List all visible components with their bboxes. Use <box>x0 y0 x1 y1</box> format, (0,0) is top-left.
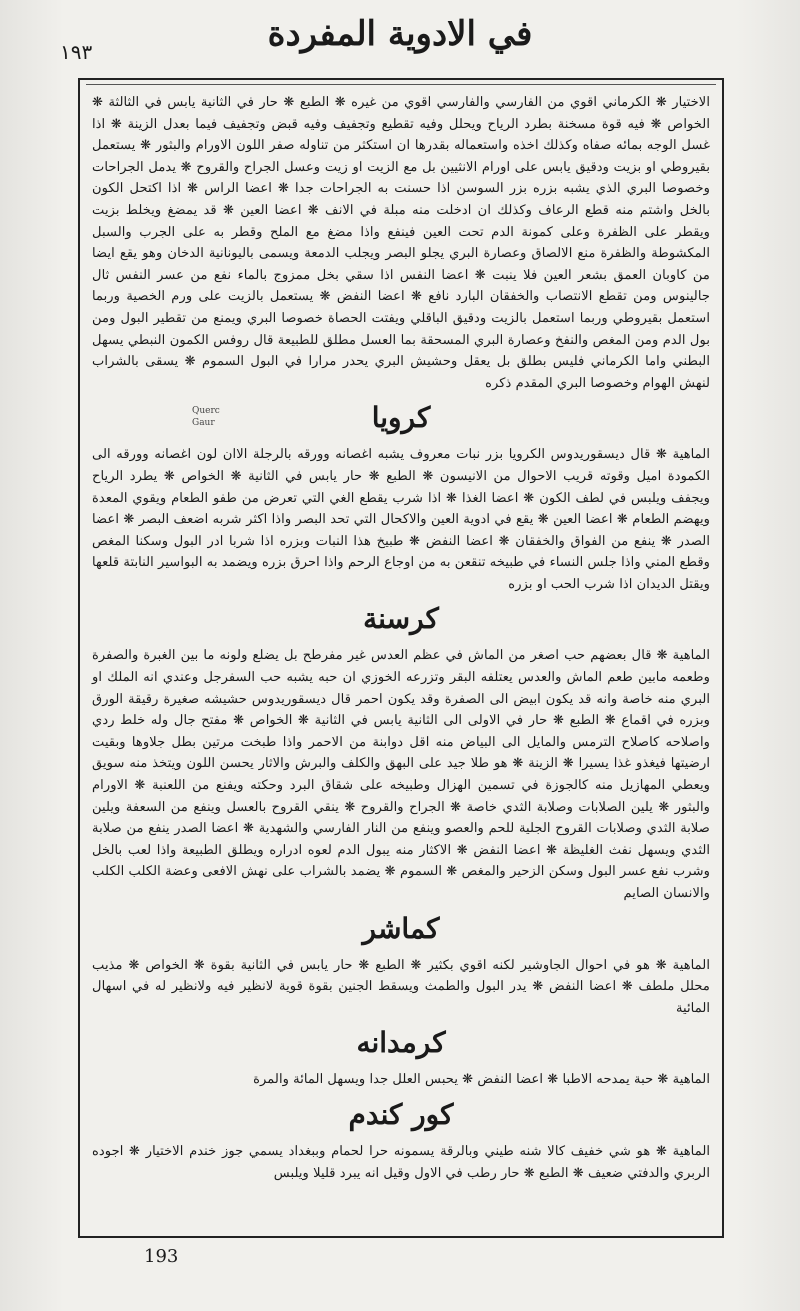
entry-text: الماهية ❋ قال بعضهم حب اصغر من الماش في عظم العدس غير مفرطح بل يضلع ولونه ما بين الغبرة والصفرة وطعمه مابين طعم الماش والعدس يعتلفه البقر وتزرعه الخوزي ان حبه يشبه حب السفرجل وعندي انه الملك او البري منه خاصة وانه قد يكون ابيض الى الصفرة وقد يكون احمر قال ديسقوريدوس حشيشه صغيرة رقيقة الورق وبزره في اقماع ❋ الطبع ❋ حار في الاولى الى الثانية يابس في الثانية ❋ الخواص ❋ مفتح جال وله خلط ردي واصلاحه كاصلاح الترمس والمايل الى البياض منه اقل دوابنة من الاحمر واذا طبخت مرتين بطل جلاوها وبقيت ارضيتها فيغذو غذا يسيرا ❋ الزينة ❋ هو طلا جيد على البهق والكلف والبرش والاثار يحسن اللون ويتخذ منه سويق ويعطي المهازيل منه كالجوزة في تسمين الهزال وطبيخه على شقاق البرد وحكته ويفنع من اللعنبة ❋ الاورام والبثور ❋ يلين الصلابات وصلابة الثدي خاصة ❋ الجراح والقروح ❋ ينقي القروح بالعسل وينفع من السعفة ويلين صلابة الثدي وصلابات القروح الجلية للحم والعصو وينفع من النار الفارسي والشهدية ❋ اعضا الصدر ينفع من صلابة الثدي ويسهل نفث الغليظة ❋ اعضا النفض ❋ الاكثار منه يبول الدم لعوه ادراره ويطلق الطبيعة واذا لعب بالخل وشرب نفع عسر البول وسكن الزحير والمغص ❋ السموم ❋ يضمد بالشراب على نهش الافعى وعضة الكلب الكلب والانسان الصايم <box>92 648 710 901</box>
entry-title: كور كندم <box>348 1097 454 1131</box>
entry-text: الاختيار ❋ الكرماني اقوي من الفارسي والفارسي اقوي من غيره ❋ الطبع ❋ حار في الثانية يابس في الثالثة ❋ الخواص ❋ فيه قوة مسخنة بطرد الرياح ويحلل وفيه تقطيع وتجفيف وفيه قبض وتجفيف فيما بعدل الزينة ❋ اذا غسل الوجه بمائه صفاه وكذلك اخذه واستعماله بقدرها ان استكثر من تناوله صفر اللون الاورام والبثور ❋ يستعمل بقيروطي او بزيت ودقيق يابس على اورام الانثيين بل مع الزيت او زيت وعسل الجراح والقروح ❋ يدمل الجراحات وخصوصا البري الذي يشبه بزره بزر السوسن اذا حسنت به الجراحات جدا ❋ اعضا الراس ❋ اذا اكتحل الكون بالخل واشتم منه قطع الرعاف وكذلك ان ادخلت منه مبلة في الانف ❋ اعضا العين ❋ قد يمضغ ويخلط بزيت ويقطر على الظفرة وعلى كمونة الدم تحت العين فينفع واذا مضغ مع الملح وقطر به على الجرب والسبل المكشوطة والظفرة منع الالصاق وعصارة البري يجلو البصر ويجلب الدمعة ويسمى باليونانية الدخان وهو يقع ايضا من كاوبان العمق بشعر العين فلا ينبت ❋ اعضا النفس اذا سقي بخل ممزوج بالماء نفع من عسر النفس ثال جالينوس ومن تقطع الانتصاب والخفقان البارد نافع ❋ اعضا النفض ❋ يستعمل بالزيت على ورم الخصية وربما استعمل بقيروطي وربما استعمل بالزيت ودقيق الباقلي ويفتت الحصاة خصوصا البري ويمنع من تقطير البول ومن بول الدم ومن المغص والنفخ وعصارة البري المسحقة بما العسل مطلق للطبيعة قال روفس الكمون النبطي يسهل البطني واما الكرماني فليس بطلق بل يعقل وحشيش البري يحدر مرارا في البول السموم ❋ يسقى بالشراب لنهش الهوام وخصوصا البري المقدم ذكره <box>92 95 710 391</box>
margin-gloss: Querc <box>192 406 220 417</box>
folio-number: 193 <box>144 1246 179 1267</box>
entry-title: كرمدانه <box>356 1026 446 1060</box>
entry-title: كماشر <box>362 911 440 945</box>
entry-karawya <box>92 400 710 595</box>
entry-text: الماهية ❋ قال ديسقوريدوس الكرويا بزر نبات معروف يشبه اغصانه وورقه بالرجلة الاان لون اغصانه وورقه الى الكمودة اميل وقوته قريب الاحوال من الانيسون ❋ الطبع ❋ حار يابس في الثانية ❋ الخواص ❋ يطرد الرياح ويجفف ويلبس في لطف الكون ❋ اعضا الغذا ❋ اذا شرب يقطع الغي التي تعرض من طفو الطعام ويقوي المعدة ويهضم الطعام ❋ اعضا العين ❋ يقع في ادوية العين والاكحال التي تحد البصر واذا اكثر شربه اضعف البصر ❋ اعضا الصدر ❋ ينفع من الفواق والخفقان ❋ اعضا النفض ❋ طبيخ هذا النبات وبزره اذا شربا ادر البول وسكنا المغص وقطع المني واذا جلس النساء في طبيخه تنقعن به من اوجاع الرحم واذا احرق بزره ويضمد به البواسير النابتة قلعها ويقتل الديدان اذا شرب الحب او بزره <box>92 447 710 592</box>
entry-text: الماهية ❋ هو شي خفيف كالا شنه طيني وبالرقة يسمونه حرا لحمام وببغداد يسمي جوز خندم الاختيار ❋ اجوده الربري والدفتي ضعيف ❋ الطبع ❋ حار رطب في الاول وقيل انه يبرد قليلا ويلبس <box>92 1143 710 1181</box>
main-text <box>92 92 710 1226</box>
entry-kammun-continued <box>92 92 710 394</box>
entry-text: الماهية ❋ هو في احوال الجاوشير لكنه اقوي بكثير ❋ الطبع ❋ حار يابس في الثانية بقوة ❋ الخواص ❋ مذيب محلل ملطف ❋ اعضا النفض ❋ يدر البول والطمث ويسقط الجنين بقوة قوية لانظير فيه ولانظير له في اسهال المائية <box>92 957 710 1016</box>
running-head <box>0 14 800 74</box>
margin-gloss: Gaur <box>192 418 215 429</box>
entry-text: الماهية ❋ حبة يمدحه الاطبا ❋ اعضا النفض ❋ يحبس العلل جدا ويسهل المائة والمرة <box>253 1072 710 1088</box>
entry-title: كرويا <box>371 401 431 435</box>
entry-kirsanna <box>92 601 710 904</box>
entry-kur-kandam <box>92 1097 710 1184</box>
running-title: في الادوية المفردة <box>267 14 533 54</box>
page-number-top: ١٩٣ <box>60 40 93 64</box>
entry-title: كرسنة <box>363 602 439 636</box>
entry-karmadana <box>92 1025 710 1091</box>
text-frame <box>78 78 724 1238</box>
entry-kamashir <box>92 911 710 1020</box>
